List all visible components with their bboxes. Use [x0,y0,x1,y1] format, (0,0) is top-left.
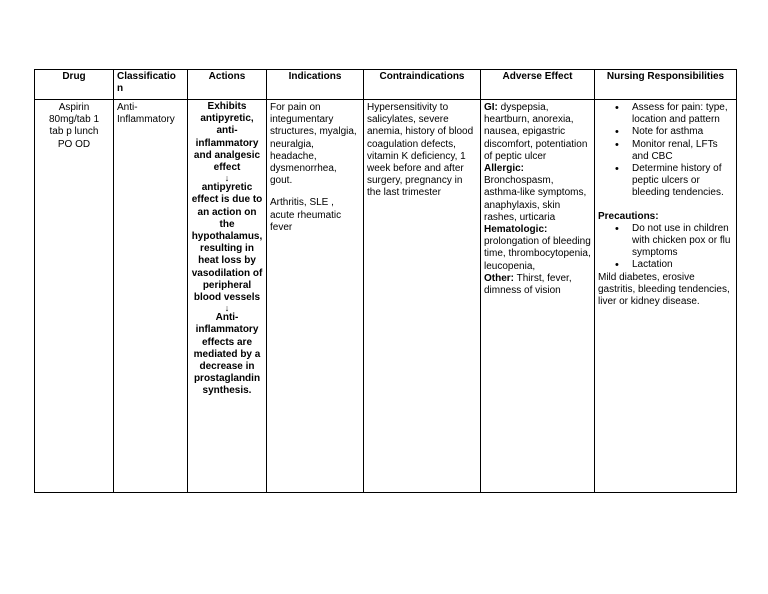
indications-cell [267,100,364,493]
drug-dose: 80mg/tab 1 [48,114,100,126]
header-indications: Indications [267,70,364,100]
header-nursing-responsibilities: Nursing Responsibilities [595,70,737,100]
contraindications-text: Hypersensitivity to salicylates, severe anemia, history of blood coagulation defects, vitamin K deficiency, 1 week before and after surgery, pregnancy in the last trimester [367,102,474,199]
classification-cell [114,100,188,493]
drug-cell [35,100,114,493]
adverse-gi-label: GI: [484,102,498,113]
nursing-item: • Determine history of peptic ulcers or bleeding tendencies. [632,163,733,200]
indications-paragraph-1: For pain on integumentary structures, myalgia, neuralgia, headache, dysmenorrhea, gout. [270,102,357,187]
contraindications-cell [364,100,481,493]
header-classification: Classificatio n [114,70,188,100]
classification-text: Anti-Inflammatory [117,102,175,126]
adverse-gi [484,102,591,163]
adverse-other-label: Other: [484,272,514,284]
nursing-list [598,102,733,200]
header-drug: Drug [35,70,114,100]
down-arrow-icon: ↓ [224,303,230,314]
drug-route: PO OD [57,138,91,150]
drug-timing: tab p lunch [49,126,99,138]
adverse-effect-cell [481,100,595,493]
header-contraindications: Contraindications [364,70,481,100]
adverse-allergic-label: Allergic: [484,163,525,175]
actions-paragraph-3: Anti-inflammatory effects are mediated by a decrease in prostaglandin synthesis. [193,312,261,397]
adverse-other [484,273,591,297]
precaution-item: • Do not use in children with chicken pox or flu symptoms [632,223,733,260]
header-adverse-effect: Adverse Effect [481,70,595,100]
header-actions: Actions [188,70,267,100]
actions-paragraph-2: antipyretic effect is due to an action on the hypothalamus, resulting in heat loss by vasodilation of peripheral blood vessels [191,182,263,304]
indications-paragraph-2: Arthritis, SLE , acute rheumatic fever [270,197,342,233]
adverse-hematologic-label: Hematologic: [484,224,548,236]
down-arrow-icon: ↓ [224,173,230,184]
precaution-item: • Lactation [632,259,733,271]
nursing-item: • Note for asthma [632,126,733,138]
nursing-responsibilities-cell [595,100,737,493]
adverse-hematologic-text: prolongation of bleeding time, thrombocytopenia, leucopenia, [484,236,591,272]
adverse-gi-text: dyspepsia, heartburn, anorexia, nausea, epigastric discomfort, potentiation of peptic ulcer [484,102,588,162]
actions-paragraph-1: Exhibits antipyretic, anti-inflammatory and analgesic effect [193,101,261,174]
nursing-item: • Monitor renal, LFTs and CBC [632,139,733,163]
actions-cell [188,100,267,493]
precautions-list [598,223,733,272]
drug-row [35,100,737,493]
precautions-title: Precautions: [598,210,659,222]
precautions-note: Mild diabetes, erosive gastritis, bleeding tendencies, liver or kidney disease. [598,271,730,308]
nursing-item: • Assess for pain: type, location and pattern [632,102,733,126]
header-row [35,70,737,100]
drug-study-table [34,69,737,493]
adverse-allergic-text: Bronchospasm, asthma-like symptoms, anaphylaxis, skin rashes, urticaria [484,175,587,223]
drug-name: Aspirin [58,102,90,113]
adverse-other-text: Thirst, fever, dimness of vision [484,272,572,297]
